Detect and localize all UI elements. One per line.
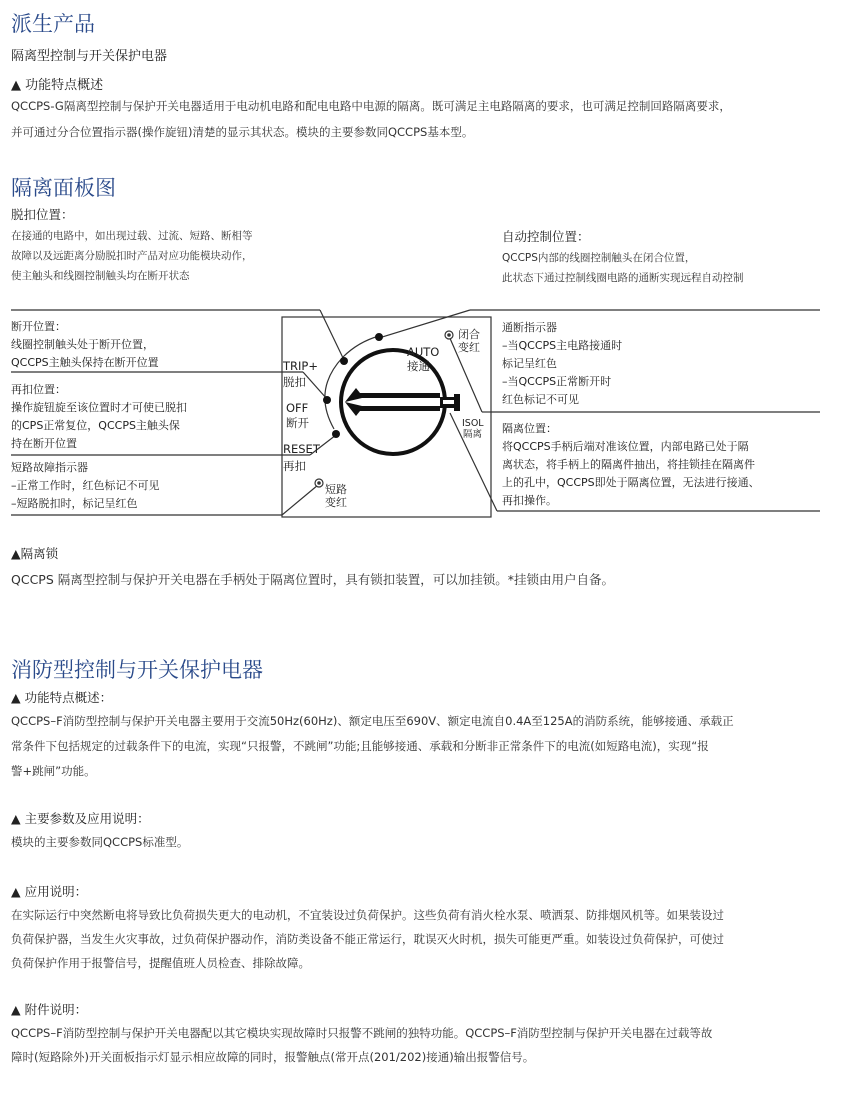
feature-text-line-2: 并可通过分合位置指示器(操作旋钮)清楚的显示其状态。模块的主要参数同QCCPS基本型。	[11, 125, 474, 139]
feature-heading: ▲ 功能特点概述	[11, 78, 104, 93]
short-indicator-heading: 短路故障指示器	[11, 461, 88, 474]
dial-short-line-2: 变红	[325, 496, 347, 509]
dial-off-cn: 断开	[286, 416, 309, 430]
reset-position-dot	[332, 430, 340, 438]
auto-position-block	[502, 226, 744, 288]
onoff-indicator-line: –当QCCPS主电路接通时	[502, 339, 623, 352]
trip-position-line: 使主触头和线圈控制触头均在断开状态	[11, 270, 190, 282]
onoff-indicator-heading: 通断指示器	[502, 321, 557, 334]
dial-reset-en: RESET	[283, 442, 320, 456]
onoff-indicator-line: 红色标记不可见	[502, 393, 579, 406]
reset-position-line: 持在断开位置	[11, 437, 77, 450]
application-line: 在实际运行中突然断电将导致比负荷损失更大的电动机，不宜装设过负荷保护。这些负荷有消火栓水泵、喷洒泵、防排烟风机等。如果装设过	[11, 908, 724, 922]
reset-position-heading: 再扣位置：	[11, 383, 66, 396]
params-text: 模块的主要参数同QCCPS标准型。	[11, 835, 189, 849]
knob-arrow-handle	[345, 388, 440, 416]
dial-short-line-1: 短路	[325, 483, 347, 496]
auto-position-line: 此状态下通过控制线圈电路的通断实现远程自动控制	[502, 272, 744, 284]
isolation-position-line: 再扣操作。	[502, 494, 557, 507]
fire-feature-line: 常条件下包括规定的过载条件下的电流，实现“只报警，不跳闸”功能;且能够接通、承载和分断非正常条件下的电流(如短路电流)，实现“报	[11, 739, 709, 753]
auto-position-line: QCCPS内部的线圈控制触头在闭合位置，	[502, 252, 696, 264]
short-indicator-lamp-center	[317, 481, 321, 485]
dial-trip-en: TRIP+	[283, 359, 318, 373]
trip-position-line: 故障以及远距离分励脱扣时产品对应功能模块动作，	[11, 250, 253, 262]
handle-slot	[443, 400, 455, 404]
isolation-position-line: 离状态，将手柄上的隔离件抽出，将挂锁挂在隔离件	[502, 458, 755, 471]
dial-isol-cn: 隔离	[463, 429, 483, 440]
isolation-lock-heading: ▲隔离锁	[11, 546, 59, 561]
trip-position-dot	[340, 357, 348, 365]
dial-auto-en: AUTO	[407, 345, 440, 359]
isolation-position-line: 上的孔中，QCCPS即处于隔离位置，无法进行接通、	[502, 476, 760, 489]
dial-trip-cn: 脱扣	[283, 375, 306, 389]
leader-line-auto-dot	[379, 310, 470, 338]
dial-auto-cn: 接通	[407, 359, 430, 373]
off-position-heading: 断开位置：	[11, 320, 66, 333]
handle-end	[454, 394, 460, 411]
subtitle-isolation-type: 隔离型控制与开关保护电器	[11, 49, 168, 64]
leader-line-short	[282, 485, 318, 515]
accessory-heading: ▲ 附件说明：	[11, 1002, 88, 1017]
off-position-dot	[323, 396, 331, 404]
short-indicator-line: –短路脱扣时，标记呈红色	[11, 497, 138, 510]
dial-isol-en: ISOL	[462, 418, 484, 429]
application-line: 负荷保护器，当发生火灾事故，过负荷保护器动作，消防类设备不能正常运行，耽误灭火时机，损失可能更严重。如装设过负荷保护，可使过	[11, 932, 724, 946]
rotary-knob	[341, 350, 460, 454]
reset-position-line: 的CPS正常复位，QCCPS主触头保	[11, 419, 180, 432]
onoff-indicator-line: –当QCCPS正常断开时	[502, 375, 612, 388]
fire-feature-heading: ▲ 功能特点概述：	[11, 690, 113, 705]
auto-position-heading: 自动控制位置：	[502, 229, 590, 244]
fire-feature-line: QCCPS–F消防型控制与保护开关电器主要用于交流50Hz(60Hz)、额定电压至690V、额定电流自0.4A至125A的消防系统，能够接通、承载正	[11, 714, 734, 728]
accessory-line: 障时(短路除外)开关面板指示灯显示相应故障的同时，报警触点(常开点(201/202)接通)输出报警信号。	[11, 1050, 535, 1064]
trip-position-line: 在接通的电路中，如出现过载、过流、短路、断相等	[11, 230, 253, 242]
short-indicator-line: –正常工作时，红色标记不可见	[11, 479, 160, 492]
trip-position-block	[11, 204, 253, 286]
section-title-derived-products: 派生产品	[11, 12, 95, 36]
trip-position-heading: 脱扣位置：	[11, 207, 74, 222]
onoff-indicator-line: 标记呈红色	[502, 357, 557, 370]
section-title-fire-protection: 消防型控制与开关保护电器	[11, 658, 263, 682]
dial-close-line-1: 闭合	[458, 328, 480, 341]
dial-close-line-2: 变红	[458, 341, 480, 354]
reset-position-line: 操作旋钮旋至该位置时才可使已脱扣	[11, 401, 187, 414]
feature-text-line-1: QCCPS-G隔离型控制与保护开关电器适用于电动机电路和配电电路中电源的隔离。既可满足主电路隔离的要求，也可满足控制回路隔离要求，	[11, 99, 731, 113]
accessory-line: QCCPS–F消防型控制与保护开关电器配以其它模块实现故障时只报警不跳闸的独特功能。QCCPS–F消防型控制与保护开关电器在过载等故	[11, 1026, 713, 1040]
fire-feature-line: 警+跳闸”功能。	[11, 764, 96, 778]
params-heading: ▲ 主要参数及应用说明：	[11, 811, 150, 826]
dial-off-en: OFF	[286, 401, 309, 415]
isolation-lock-text: QCCPS 隔离型控制与保护开关电器在手柄处于隔离位置时，具有锁扣装置，可以加挂锁。*挂锁由用户自备。	[11, 572, 614, 587]
off-position-line: 线圈控制触头处于断开位置，	[11, 338, 154, 351]
isolation-position-line: 将QCCPS手柄后端对准该位置，内部电路已处于隔	[502, 440, 749, 453]
dial-reset-cn: 再扣	[283, 459, 306, 473]
application-line: 负荷保护作用于报警信号，提醒值班人员检查、排除故障。	[11, 956, 310, 970]
application-heading: ▲ 应用说明：	[11, 884, 88, 899]
leader-line-off-dot	[303, 372, 327, 399]
off-position-line: QCCPS主触头保持在断开位置	[11, 356, 159, 369]
isolation-panel-diagram	[0, 290, 844, 530]
close-indicator-lamp-center	[447, 333, 451, 337]
auto-position-dot	[375, 333, 383, 341]
isolation-position-heading: 隔离位置：	[502, 422, 557, 435]
section-title-isolation-panel: 隔离面板图	[11, 176, 116, 200]
position-arc	[325, 336, 379, 429]
